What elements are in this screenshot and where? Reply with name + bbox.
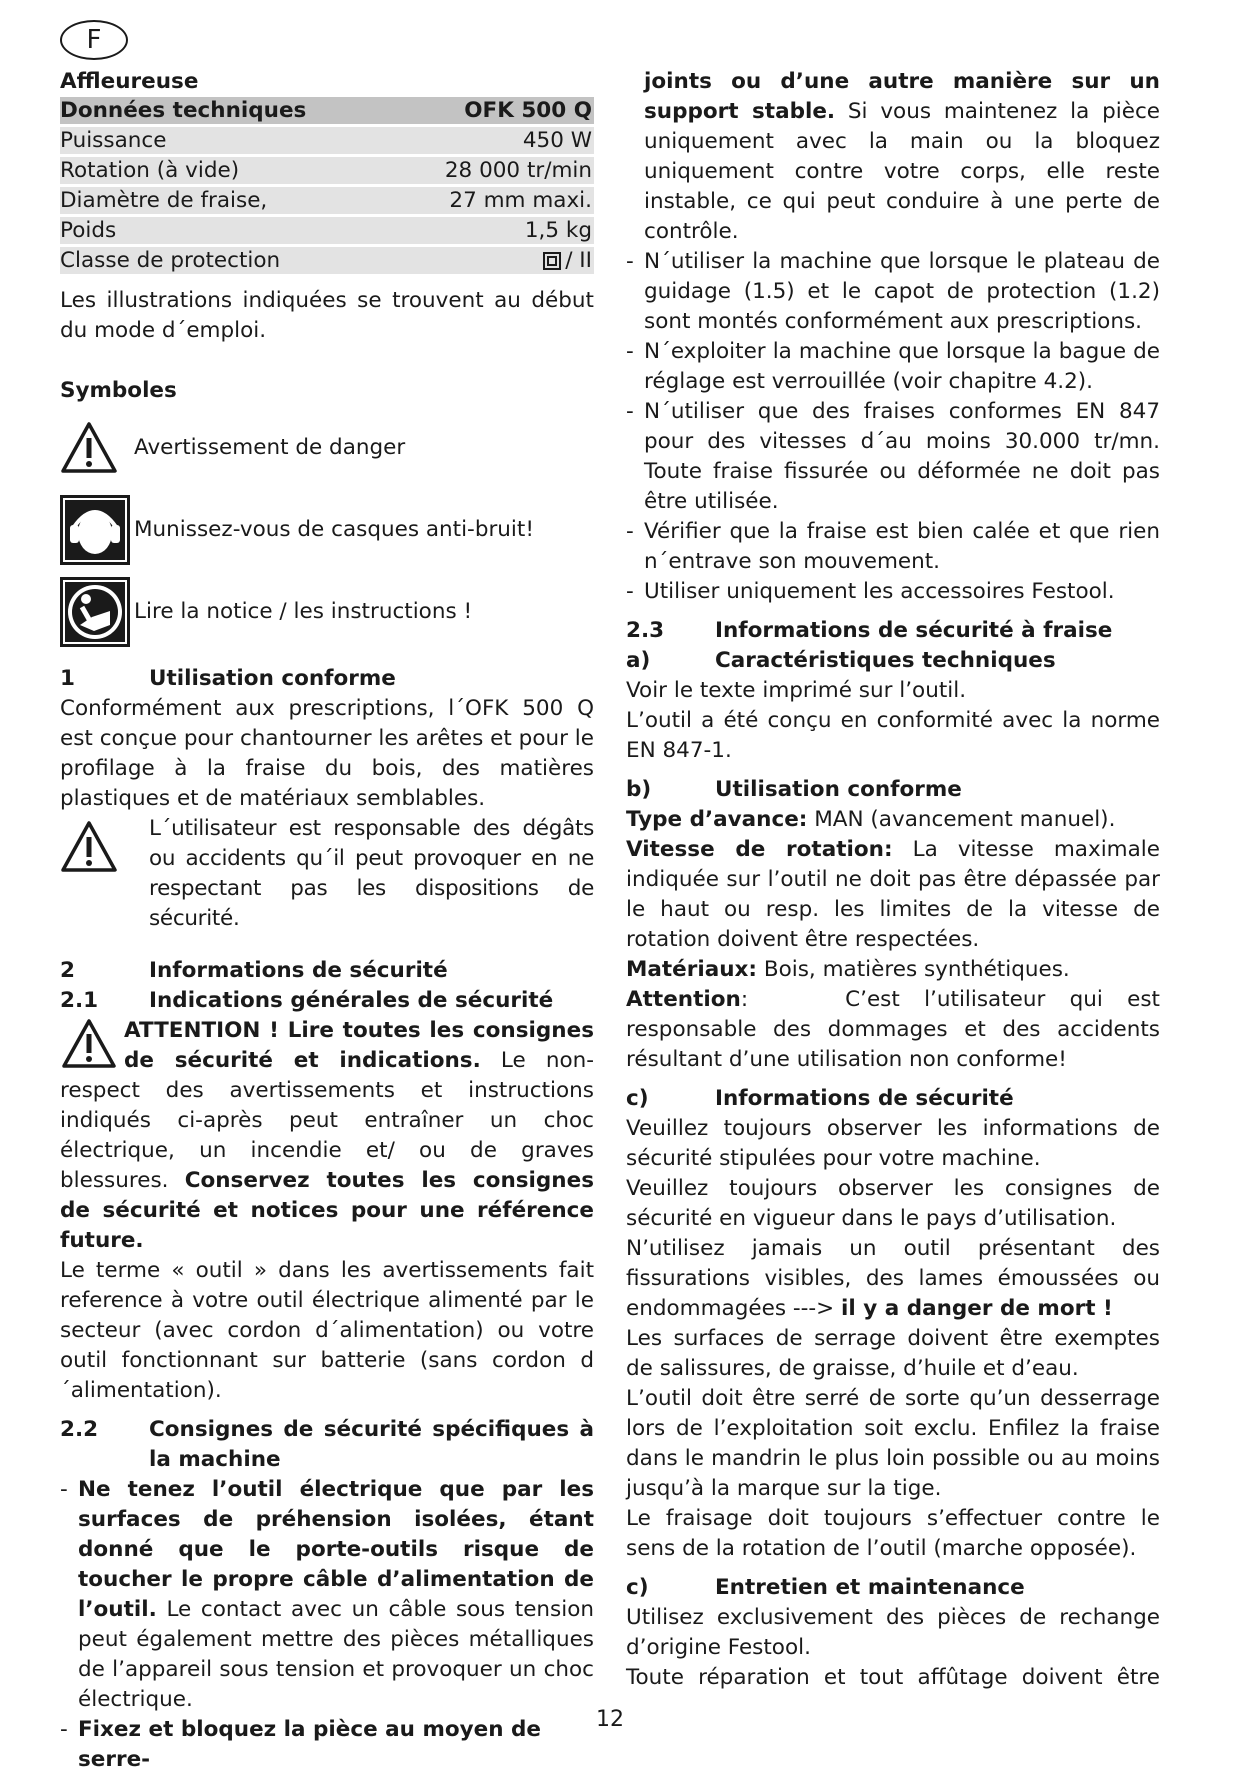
rotation-speed-text: La vitesse maximale indiquée sur l’outil ne doit pas être dépassée par le haut ou resp. les limites de la vitesse de rotation doivent être respectées.	[626, 837, 1160, 952]
table-cell-value: 28 000 tr/min	[444, 158, 592, 183]
dash-marker: -	[626, 519, 634, 544]
list-item	[626, 337, 1160, 397]
section-2-1-text	[60, 1016, 594, 1256]
attention-label: Attention	[626, 987, 741, 1012]
section-2-1-heading	[60, 986, 594, 1016]
list-item-text	[78, 1475, 594, 1715]
table-cell-label: Rotation (à vide)	[60, 158, 240, 183]
attention-text: Le non-respect des avertissements et instructions indiqués ci-après peut entraîner un choc électrique, un incendie et/ ou de graves blessures.	[60, 1048, 594, 1193]
dash-marker: -	[626, 339, 634, 364]
dash-marker: -	[626, 579, 634, 604]
attention-text: : C’est l’utilisateur qui est responsable des dommages et des accidents résultant d’une utilisation non conforme!	[626, 987, 1167, 1072]
materials-value: Bois, matières synthétiques.	[757, 957, 1070, 982]
section-number: 1	[60, 666, 75, 691]
feed-type-label: Type d’avance:	[626, 807, 808, 832]
list-item-text: N´utiliser que des fraises conformes EN 847 pour des vitesses d´au moins 30.000 tr/mn. Toute fraise fissurée ou déformée ne doit pas être utilisée.	[644, 399, 1160, 514]
section-2-2-heading	[60, 1415, 594, 1475]
dash-marker: -	[60, 1717, 68, 1742]
section-number: b)	[626, 777, 652, 802]
section-number: 2.2	[60, 1417, 99, 1442]
safety-paragraph: Les surfaces de serrage doivent être exemptes de salissures, de graisse, d’huile et d’eau.	[626, 1326, 1160, 1381]
list-item-text: N´utiliser la machine que lorsque le plateau de guidage (1.5) et le capot de protection (1.2) sont montés conformément aux prescriptions.	[644, 249, 1160, 334]
list-item	[60, 1475, 594, 1715]
list-item-text: Vérifier que la fraise est bien calée et que rien n´entrave son mouvement.	[644, 519, 1160, 574]
subsection-a-heading	[626, 646, 1160, 676]
table-row	[60, 157, 594, 184]
table-header-model: OFK 500 Q	[464, 98, 592, 123]
table-cell-label: Poids	[60, 218, 117, 243]
subsection-a-line: Voir le texte imprimé sur l’outil.	[626, 678, 967, 703]
maintenance-paragraph: Toute réparation et tout affûtage doivent être	[626, 1665, 1160, 1690]
section-1-heading	[60, 664, 594, 694]
symbol-ear-protection	[60, 494, 594, 566]
tech-data-table	[60, 97, 594, 274]
safety-paragraph: Veuillez toujours observer les consignes de sécurité en vigueur dans le pays d’utilisation.	[626, 1176, 1160, 1231]
dash-marker: -	[626, 249, 634, 274]
section-number: 2.1	[60, 988, 99, 1013]
maintenance-paragraph: Utilisez exclusivement des pièces de rechange d’origine Festool.	[626, 1605, 1160, 1660]
list-item-bold: Ne tenez l’outil électrique que par les surfaces de préhension isolées, étant donné que le porte-outils risque de toucher le propre câble d’alimentation de l’outil.	[78, 1477, 594, 1622]
list-item	[626, 577, 1160, 607]
rotation-speed-label: Vitesse de rotation:	[626, 837, 893, 862]
section-title: Indications générales de sécurité	[149, 988, 554, 1013]
list-item	[626, 517, 1160, 577]
list-item-bold: Fixez et bloquez la pièce au moyen de serre-	[78, 1717, 542, 1772]
symbol-label: Munissez-vous de casques anti-bruit!	[134, 517, 534, 542]
table-cell-value: 450 W	[522, 128, 592, 153]
keep-instructions-bold: Conservez toutes les consignes de sécurité et notices pour une référence future.	[60, 1168, 594, 1253]
right-column	[626, 67, 1167, 1693]
list-item-text	[644, 67, 1160, 247]
symbol-label: Lire la notice / les instructions !	[134, 599, 473, 624]
attention-bold: ATTENTION ! Lire toutes les consignes de sécurité et indications.	[124, 1018, 594, 1073]
list-item-continued	[626, 67, 1160, 247]
feed-type-value: MAN (avancement manuel).	[807, 807, 1116, 832]
list-item-text: N´exploiter la machine que lorsque la bague de réglage est verrouillée (voir chapitre 4.2).	[644, 339, 1160, 394]
protection-class-ii-icon	[543, 252, 561, 270]
danger-text: N’utilisez jamais un outil présentant des fissurations visibles, des lames émoussées ou endommagées --->	[626, 1236, 1160, 1321]
section-number: 2	[60, 958, 75, 983]
subsection-b-heading	[626, 775, 1160, 805]
table-cell-value: 1,5 kg	[524, 218, 592, 243]
section-1-text: Conformément aux prescriptions, l´OFK 500 Q est conçue pour chantourner les arêtes et pour le profilage à la fraise du bois, des matières plastiques et de matériaux semblables.	[60, 696, 594, 811]
section-title: Informations de sécurité	[149, 958, 448, 983]
danger-bold: il y a danger de mort !	[840, 1296, 1113, 1321]
section-2-1-definition: Le terme « outil » dans les avertissements fait reference à votre outil électrique alimenté par le secteur (avec cordon d´alimentation) ou votre outil fonctionnant sur batterie (sans cordon d´alimentation).	[60, 1258, 594, 1403]
section-title: Informations de sécurité	[715, 1086, 1014, 1111]
section-1-warning	[60, 814, 594, 934]
section-title: Caractéristiques techniques	[715, 648, 1056, 673]
warning-icon	[60, 421, 118, 475]
attention-note	[626, 985, 1167, 1075]
symbol-warning	[60, 412, 594, 484]
section-title: Utilisation conforme	[149, 666, 396, 691]
section-title: Entretien et maintenance	[715, 1575, 1025, 1600]
section-number: a)	[626, 648, 651, 673]
table-cell-label: Diamètre de fraise,	[60, 188, 268, 213]
section-title: Informations de sécurité à fraise	[715, 618, 1113, 643]
dash-marker: -	[60, 1477, 68, 1502]
list-item	[626, 247, 1160, 337]
section-number: c)	[626, 1086, 649, 1111]
subsection-c-safety-heading	[626, 1084, 1160, 1114]
materials	[626, 955, 1160, 985]
warning-text: L´utilisateur est responsable des dégâts ou accidents qu´il peut provoquer en ne respectant pas les dispositions de sécurité.	[149, 816, 594, 931]
subsection-a-line: L’outil a été conçu en conformité avec la norme EN 847-1.	[626, 708, 1160, 763]
section-number: 2.3	[626, 618, 665, 643]
list-item	[626, 397, 1160, 517]
feed-type	[626, 805, 1160, 835]
table-cell-label: Puissance	[60, 128, 167, 153]
illustrations-note: Les illustrations indiquées se trouvent au début du mode d´emploi.	[60, 288, 594, 343]
safety-paragraph: L’outil doit être serré de sorte qu’un desserrage lors de l’exploitation soit exclu. Enfilez la fraise dans le mandrin le plus loin possible ou au moins jusqu’à la marque sur la tige.	[626, 1386, 1160, 1501]
product-name: Affleureuse	[60, 69, 199, 94]
section-title: Utilisation conforme	[715, 777, 962, 802]
page-number: 12	[596, 1707, 624, 1732]
section-title: Consignes de sécurité spécifiques à la machine	[149, 1417, 594, 1472]
safety-paragraph: Le fraisage doit toujours s’effectuer contre le sens de la rotation de l’outil (marche opposée).	[626, 1506, 1160, 1561]
section-2-3-heading	[626, 616, 1160, 646]
safety-paragraph	[626, 1234, 1160, 1324]
table-cell-label: Classe de protection	[60, 248, 281, 273]
table-cell-value	[543, 247, 592, 274]
table-header	[60, 97, 594, 124]
ear-protection-icon	[60, 495, 130, 565]
table-row	[60, 217, 594, 244]
warning-icon	[60, 1016, 124, 1072]
symbol-read-manual	[60, 576, 594, 648]
symbol-label: Avertissement de danger	[134, 435, 406, 460]
list-item	[60, 1715, 594, 1775]
symbols-heading: Symboles	[60, 378, 177, 403]
list-item-text: Utiliser uniquement les accessoires Festool.	[644, 579, 1115, 604]
table-row	[60, 127, 594, 154]
section-2-heading	[60, 956, 594, 986]
left-column	[60, 67, 594, 1775]
read-manual-icon	[60, 577, 130, 647]
list-item-bold: joints ou d’une autre manière sur un support stable.	[644, 69, 1160, 124]
materials-label: Matériaux:	[626, 957, 758, 982]
subsection-c-maintenance-heading	[626, 1573, 1160, 1603]
table-header-label: Données techniques	[60, 98, 307, 123]
table-cell-value: 27 mm maxi.	[449, 188, 592, 213]
table-row	[60, 247, 594, 274]
list-item-normal: Le contact avec un câble sous tension peut également mettre des pièces métalliques de l’appareil sous tension et provoquer un choc électrique.	[78, 1597, 594, 1712]
language-badge: F	[60, 20, 128, 60]
protection-class-value: / II	[565, 247, 592, 273]
section-number: c)	[626, 1575, 649, 1600]
table-row	[60, 187, 594, 214]
warning-icon	[60, 820, 118, 874]
list-item-normal: Si vous maintenez la pièce uniquement avec la main ou la bloquez uniquement contre votre corps, elle reste instable, ce qui peut conduire à une perte de contrôle.	[644, 99, 1160, 244]
dash-marker: -	[626, 399, 634, 424]
rotation-speed	[626, 835, 1160, 955]
safety-paragraph: Veuillez toujours observer les informations de sécurité stipulées pour votre machine.	[626, 1116, 1160, 1171]
